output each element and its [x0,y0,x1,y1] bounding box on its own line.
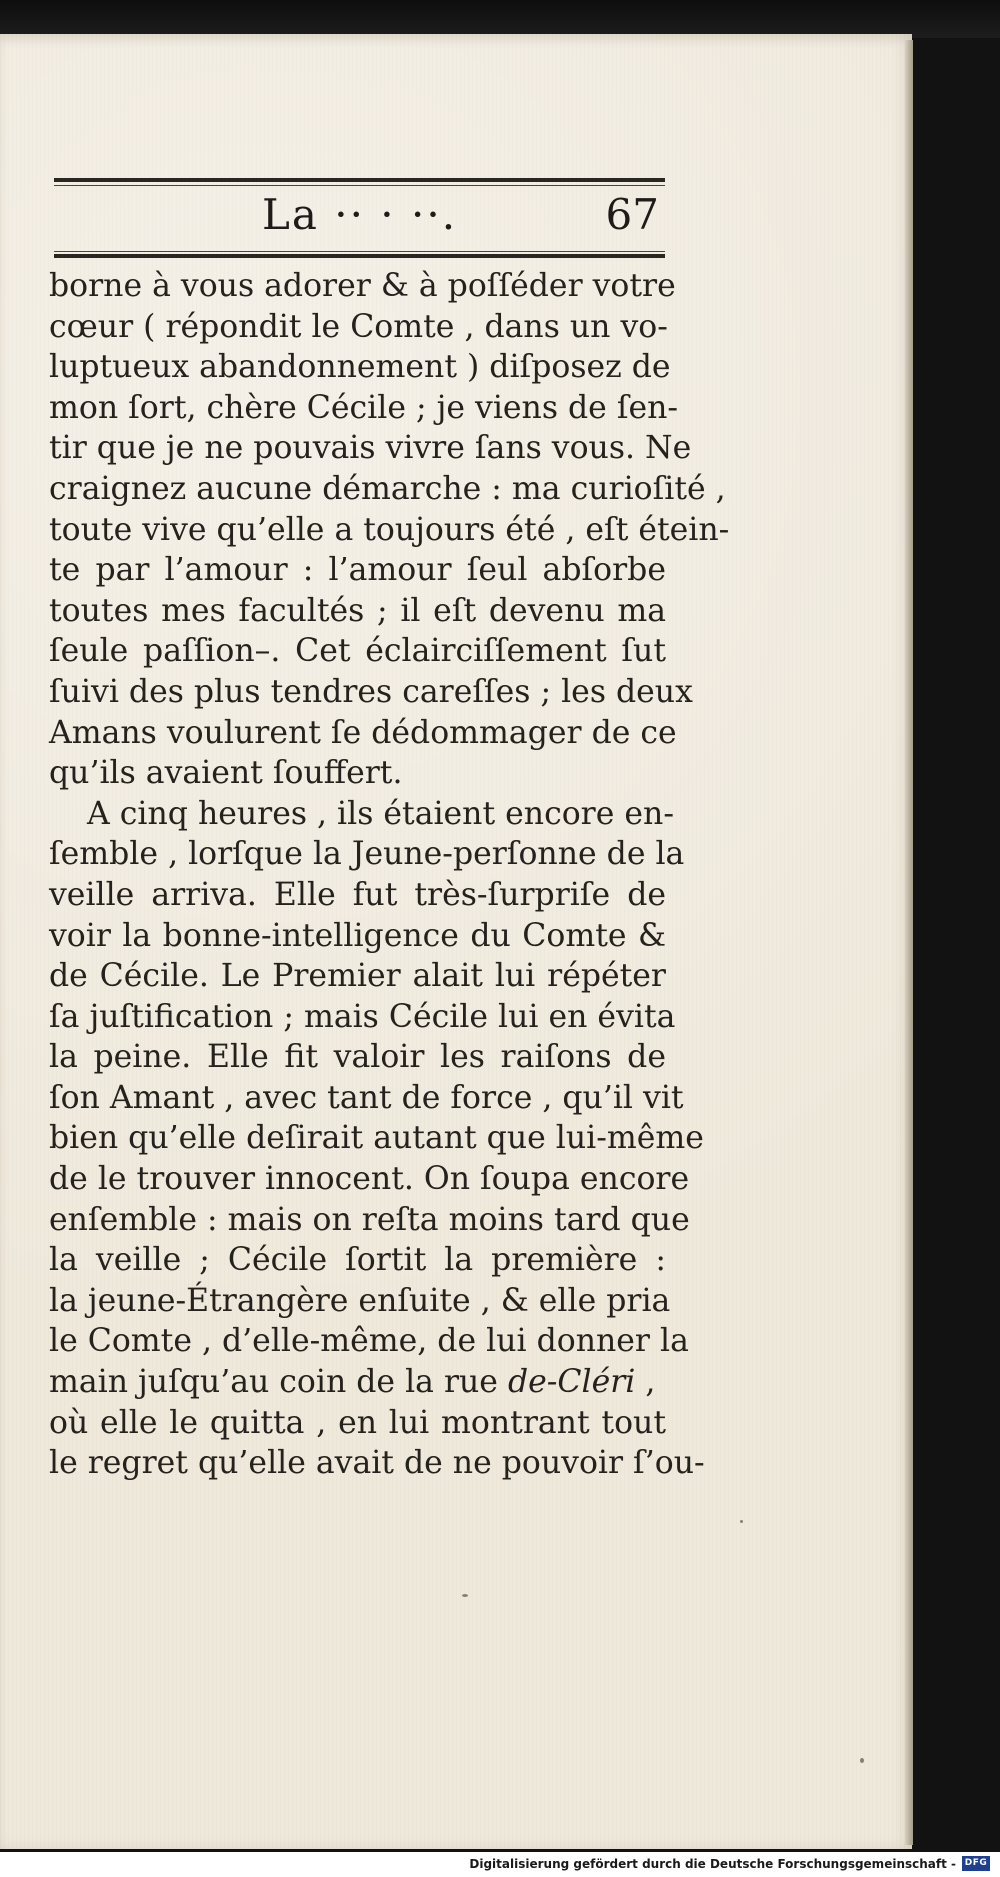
scan-top-shadow [0,0,1000,38]
text-line: de le trouver innocent. On ſoupa encore [49,1161,690,1198]
text-segment: , [635,1364,656,1401]
text-line: la peine. Elle fit valoir les raiſons de [49,1039,666,1076]
paragraph-end-line: qu’ils avaient ſouffert. [49,755,403,792]
text-line: voir la bonne-intelligence du Comte & [49,917,666,954]
page-edge [905,40,913,1845]
text-line: le Comte , d’elle-même, de lui donner la [49,1323,689,1360]
text-line: ſon Amant , avec tant de force , qu’il vit [49,1079,684,1116]
running-head [54,186,665,248]
text-line: luptueux abandonnement ) diſposez de [49,349,671,386]
text-line: toutes mes facultés ; il eſt devenu ma [49,592,666,629]
text-line: mon ſort, chère Cécile ; je viens de ſen- [49,389,679,426]
text-line-with-italic [49,1362,666,1403]
page-number: 67 [605,190,659,239]
street-name: de-Cléri [507,1364,636,1401]
text-line: ſuivi des plus tendres careſſes ; les deux [49,673,693,710]
text-line: ſa juſtification ; mais Cécile lui en évita [49,998,676,1035]
text-line: Amans voulurent ſe dédommager de ce [49,714,677,751]
text-line: le regret qu’elle avait de ne pouvoir ſ’ou- [49,1445,705,1482]
paper-speck [740,1520,743,1523]
header-rule-top-thick [54,178,665,182]
text-line: où elle le quitta , en lui montrant tout [49,1404,666,1441]
dfg-logo: DFG [962,1856,990,1871]
text-line: la jeune-Étrangère enſuite , & elle pria [49,1282,671,1319]
paper-speck [860,1758,864,1763]
body-text [49,266,730,1484]
text-line: craignez aucune démarche : ma curioſité , [49,470,726,507]
text-line: cœur ( répondit le Comte , dans un vo- [49,308,668,345]
header-rule-bottom-thick [54,254,665,258]
text-line: tir que je ne pouvais vivre ſans vous. Ne [49,430,692,467]
text-line: la veille ; Cécile ſortit la première : [49,1242,666,1279]
text-line: toute vive qu’elle a toujours été , eſt étein- [49,511,730,548]
digitization-footer [0,1852,1000,1877]
text-line: te par l’amour : l’amour ſeul abſorbe [49,552,666,589]
text-line: borne à vous adorer & à poſſéder votre [49,268,676,304]
paragraph-start-line: A cinq heures , ils étaient encore en- [87,795,674,832]
text-line: ſeule paſſion–. Cet éclairciſſement ſut [49,633,666,670]
paper-speck [462,1594,468,1597]
text-line: bien qu’elle deſirait autant que lui-même [49,1120,704,1157]
text-segment: main juſqu’au coin de la rue [49,1364,498,1401]
running-head-title: La ·· · ··. [261,190,458,239]
text-line: veille arriva. Elle fut très-ſurpriſe de [49,876,666,913]
text-line: de Cécile. Le Premier alait lui répéter [49,958,666,995]
text-line: enſemble : mais on reſta moins tard que [49,1201,690,1238]
header-rule-bottom-thin [54,251,665,252]
text-line: ſemble , lorſque la Jeune-perſonne de la [49,836,685,873]
digitization-credit: Digitalisierung gefördert durch die Deutsche Forschungsgemeinschaft - [469,1857,956,1871]
